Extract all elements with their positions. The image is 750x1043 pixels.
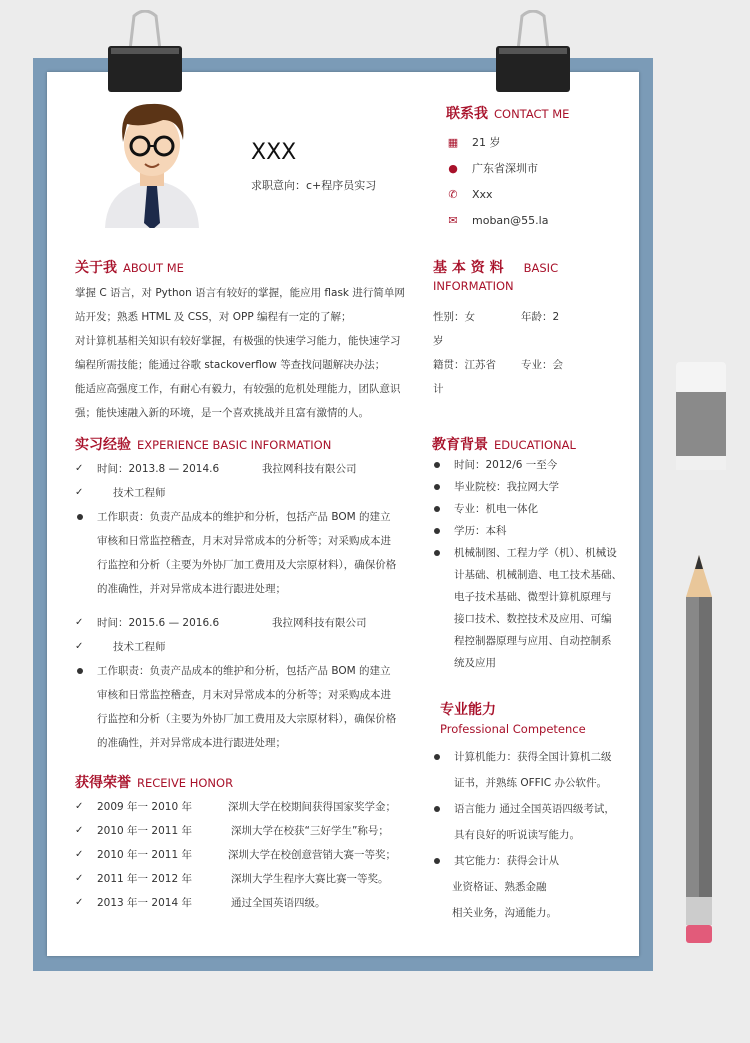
check-icon: ✓	[75, 463, 84, 474]
pencil-icon	[683, 555, 715, 945]
contact-age: ▦ 21 岁	[447, 135, 501, 149]
section-title-skills-en: Professional Competence	[440, 722, 586, 736]
education-item: 专业：机电一体化	[432, 498, 632, 520]
honor-section	[75, 772, 405, 915]
education-courses: 机械制图、工程力学（机）、机械设 计基础、机械制造、电工技术基础、 电子技术基础、微型计算机原理与 接口技术、数控技术及应用、可编 程控制器原理与应用、自动控制系 统及应用	[432, 542, 632, 674]
education-item: 学历：本科	[432, 520, 632, 542]
about-line: 编程所需技能；能通过谷歌 stackoverflow 等查找问题解决办法；	[75, 359, 386, 371]
about-section	[75, 257, 405, 425]
bullet-icon	[77, 668, 83, 674]
job-role-row: ✓ 技术工程师	[75, 635, 400, 659]
section-title-education: 教育背景 EDUCATIONAL	[432, 437, 576, 453]
bullet-icon	[434, 484, 440, 490]
bullet-icon	[434, 528, 440, 534]
origin: 籍贯：江苏省	[433, 359, 496, 371]
job-objective: 求职意向：c+程序员实习	[251, 179, 377, 192]
experience-section	[75, 434, 400, 755]
section-title-honor: 获得荣誉 RECEIVE HONOR	[75, 775, 234, 791]
skill-item: 其它能力：获得会计从 业资格证、熟悉金融 相关业务，沟通能力。	[432, 848, 635, 926]
contact-email[interactable]: ✉ moban@55.la	[446, 207, 569, 233]
job-time-row: ✓ 时间：2015.6 — 2016.6 我拉网科技有限公司	[75, 611, 400, 635]
honor-item: ✓ 2010 年一 2011 年 深圳大学在校获“三好学生”称号；	[75, 819, 405, 843]
education-section	[432, 434, 632, 674]
location-pin-icon: ●	[448, 161, 458, 175]
honor-item: ✓ 2009 年一 2010 年 深圳大学在校期间获得国家奖学金；	[75, 795, 405, 819]
honor-item: ✓ 2013 年一 2014 年 通过全国英语四级。	[75, 891, 405, 915]
about-line: 能适应高强度工作，有耐心有毅力，有较强的危机处理能力，团队意识	[75, 383, 401, 395]
about-line: 掌握 C 语言，对 Python 语言有较好的掌握，能应用 flask 进行简单网	[75, 287, 405, 299]
eraser-icon	[676, 362, 726, 470]
education-item: 毕业院校：我拉网大学	[432, 476, 632, 498]
phone-icon: ✆	[448, 187, 458, 201]
avatar	[103, 98, 201, 228]
section-title-contact: 联系我 CONTACT ME	[446, 106, 570, 122]
bullet-icon	[434, 806, 440, 812]
age: 年龄：2	[521, 311, 560, 323]
section-title-about: 关于我 ABOUT ME	[75, 260, 184, 276]
about-line: 站开发；熟悉 HTML 及 CSS，对 OPP 编程有一定的了解；	[75, 311, 352, 323]
mail-icon: ✉	[448, 213, 458, 227]
check-icon: ✓	[75, 487, 84, 498]
job-time-row: ✓ 时间：2013.8 — 2014.6 我拉网科技有限公司	[75, 457, 400, 481]
section-title-basic-en: INFORMATION	[433, 279, 514, 293]
contact-section	[446, 103, 569, 233]
candidate-name: XXX	[251, 140, 297, 165]
check-icon: ✓	[75, 873, 84, 884]
education-item: 时间：2012/6 一至今	[432, 454, 632, 476]
job-role-row: ✓ 技术工程师	[75, 481, 400, 505]
bullet-icon	[434, 506, 440, 512]
bullet-icon	[434, 858, 440, 864]
calendar-icon: ▦	[447, 135, 459, 149]
skills-section	[440, 699, 635, 926]
major: 专业：会	[521, 359, 563, 371]
check-icon: ✓	[75, 801, 84, 812]
honor-item: ✓ 2011 年一 2012 年 深圳大学生程序大赛比赛一等奖。	[75, 867, 405, 891]
check-icon: ✓	[75, 641, 84, 652]
job-duty: 工作职责：负责产品成本的维护和分析，包括产品 BOM 的建立 审核和日常监控稽查，月末对异常成本的分析等；对采购成本进 行监控和分析（主要为外协厂加工费用及大宗原材料），确保价格 的准确性，并对异常成本进行跟进处理；	[75, 659, 400, 755]
binder-clip-icon	[108, 10, 182, 92]
contact-phone: ✆ Xxx	[446, 181, 569, 207]
check-icon: ✓	[75, 825, 84, 836]
binder-clip-icon	[496, 10, 570, 92]
section-title-basic: 基 本 资 料 BASIC	[433, 260, 559, 276]
bullet-icon	[434, 754, 440, 760]
skill-item: 计算机能力：获得全国计算机二级 证书，并熟练 OFFIC 办公软件。	[432, 744, 635, 796]
honor-item: ✓ 2010 年一 2011 年 深圳大学在校创意营销大赛一等奖；	[75, 843, 405, 867]
check-icon: ✓	[75, 849, 84, 860]
job-duty: 工作职责：负责产品成本的维护和分析，包括产品 BOM 的建立 审核和日常监控稽查，月末对异常成本的分析等；对采购成本进 行监控和分析（主要为外协厂加工费用及大宗原材料），确保价格 的准确性，并对异常成本进行跟进处理；	[75, 505, 400, 601]
gender: 性别：女	[433, 311, 475, 323]
about-line: 对计算机基相关知识有较好掌握，有极强的快速学习能力，能快速学习	[75, 335, 401, 347]
skill-item: 语言能力 通过全国英语四级考试， 具有良好的听说读写能力。	[432, 796, 635, 848]
section-title-skills: 专业能力	[440, 702, 496, 718]
about-line: 强；能快速融入新的环境，是一个喜欢挑战并且富有激情的人。	[75, 407, 369, 419]
bullet-icon	[434, 550, 440, 556]
check-icon: ✓	[75, 897, 84, 908]
bullet-icon	[434, 462, 440, 468]
section-title-experience: 实习经验 EXPERIENCE BASIC INFORMATION	[75, 437, 332, 453]
basic-info-section: 基 本 资 料 BASIC INFORMATION 性别：女 年龄：2 岁 籍贯：江苏省 专业：会 计	[433, 257, 623, 401]
contact-location: ● 广东省深圳市	[446, 155, 569, 181]
bullet-icon	[77, 514, 83, 520]
check-icon: ✓	[75, 617, 84, 628]
